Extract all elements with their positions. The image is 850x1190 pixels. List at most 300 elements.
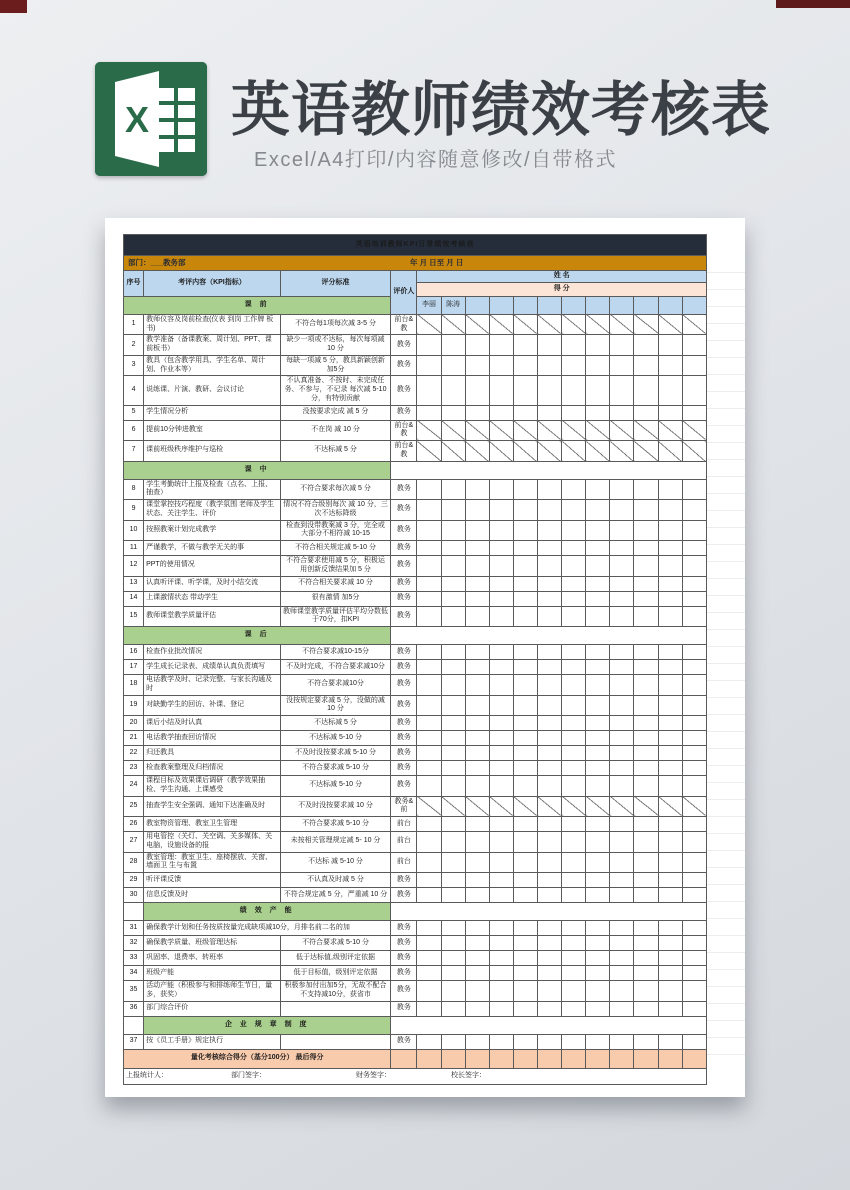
score-cell[interactable]: [634, 645, 658, 660]
score-cell[interactable]: [441, 660, 465, 675]
score-cell[interactable]: [562, 660, 586, 675]
score-cell[interactable]: [465, 966, 489, 981]
score-cell[interactable]: [610, 606, 634, 627]
score-cell[interactable]: [634, 479, 658, 500]
score-cell[interactable]: [489, 817, 513, 832]
score-cell[interactable]: [610, 376, 634, 405]
score-cell[interactable]: [441, 966, 465, 981]
score-cell[interactable]: [441, 556, 465, 577]
score-cell[interactable]: [682, 420, 706, 441]
score-cell[interactable]: [634, 556, 658, 577]
score-cell[interactable]: [441, 1001, 465, 1016]
score-cell[interactable]: [537, 1034, 561, 1049]
score-cell[interactable]: [441, 645, 465, 660]
score-cell[interactable]: [562, 376, 586, 405]
score-cell[interactable]: [537, 660, 561, 675]
score-cell[interactable]: [610, 796, 634, 817]
score-cell[interactable]: [634, 873, 658, 888]
score-cell[interactable]: [610, 951, 634, 966]
score-cell[interactable]: [610, 335, 634, 356]
score-cell[interactable]: [441, 951, 465, 966]
score-cell[interactable]: [682, 716, 706, 731]
score-cell[interactable]: [562, 420, 586, 441]
score-cell[interactable]: [658, 520, 682, 541]
score-cell[interactable]: [513, 520, 537, 541]
score-cell[interactable]: [634, 405, 658, 420]
score-cell[interactable]: [634, 441, 658, 462]
summary-score-cell[interactable]: [441, 1049, 465, 1068]
score-cell[interactable]: [537, 314, 561, 335]
score-cell[interactable]: [682, 355, 706, 376]
score-cell[interactable]: [682, 951, 706, 966]
score-cell[interactable]: [417, 981, 441, 1002]
score-cell[interactable]: [586, 556, 610, 577]
score-cell[interactable]: [513, 966, 537, 981]
score-cell[interactable]: [489, 405, 513, 420]
score-cell[interactable]: [658, 314, 682, 335]
teacher-name-cell[interactable]: [682, 296, 706, 314]
score-cell[interactable]: [489, 314, 513, 335]
score-cell[interactable]: [610, 921, 634, 936]
score-cell[interactable]: [513, 981, 537, 1002]
score-cell[interactable]: [682, 796, 706, 817]
score-cell[interactable]: [610, 355, 634, 376]
score-cell[interactable]: [489, 796, 513, 817]
score-cell[interactable]: [441, 376, 465, 405]
score-cell[interactable]: [465, 1001, 489, 1016]
score-cell[interactable]: [465, 746, 489, 761]
score-cell[interactable]: [682, 695, 706, 716]
score-cell[interactable]: [682, 591, 706, 606]
score-cell[interactable]: [634, 520, 658, 541]
score-cell[interactable]: [658, 441, 682, 462]
score-cell[interactable]: [658, 576, 682, 591]
score-cell[interactable]: [562, 576, 586, 591]
score-cell[interactable]: [417, 500, 441, 521]
score-cell[interactable]: [682, 376, 706, 405]
summary-score-cell[interactable]: [465, 1049, 489, 1068]
score-cell[interactable]: [634, 355, 658, 376]
score-cell[interactable]: [562, 695, 586, 716]
score-cell[interactable]: [562, 479, 586, 500]
summary-score-cell[interactable]: [658, 1049, 682, 1068]
score-cell[interactable]: [513, 479, 537, 500]
score-cell[interactable]: [682, 556, 706, 577]
score-cell[interactable]: [417, 966, 441, 981]
score-cell[interactable]: [489, 761, 513, 776]
score-cell[interactable]: [586, 520, 610, 541]
score-cell[interactable]: [537, 606, 561, 627]
score-cell[interactable]: [682, 761, 706, 776]
score-cell[interactable]: [465, 817, 489, 832]
score-cell[interactable]: [513, 776, 537, 797]
score-cell[interactable]: [586, 776, 610, 797]
score-cell[interactable]: [658, 355, 682, 376]
teacher-name-cell[interactable]: [537, 296, 561, 314]
score-cell[interactable]: [513, 1034, 537, 1049]
score-cell[interactable]: [610, 731, 634, 746]
score-cell[interactable]: [658, 591, 682, 606]
score-cell[interactable]: [417, 695, 441, 716]
score-cell[interactable]: [586, 852, 610, 873]
score-cell[interactable]: [562, 852, 586, 873]
score-cell[interactable]: [513, 541, 537, 556]
score-cell[interactable]: [634, 936, 658, 951]
score-cell[interactable]: [417, 873, 441, 888]
score-cell[interactable]: [586, 716, 610, 731]
score-cell[interactable]: [586, 966, 610, 981]
score-cell[interactable]: [610, 645, 634, 660]
score-cell[interactable]: [562, 796, 586, 817]
score-cell[interactable]: [465, 888, 489, 903]
score-cell[interactable]: [417, 576, 441, 591]
score-cell[interactable]: [513, 355, 537, 376]
score-cell[interactable]: [513, 695, 537, 716]
score-cell[interactable]: [537, 746, 561, 761]
score-cell[interactable]: [586, 420, 610, 441]
score-cell[interactable]: [489, 888, 513, 903]
score-cell[interactable]: [465, 441, 489, 462]
score-cell[interactable]: [513, 441, 537, 462]
score-cell[interactable]: [586, 951, 610, 966]
score-cell[interactable]: [465, 921, 489, 936]
score-cell[interactable]: [658, 335, 682, 356]
score-cell[interactable]: [586, 1034, 610, 1049]
score-cell[interactable]: [537, 335, 561, 356]
score-cell[interactable]: [658, 832, 682, 853]
score-cell[interactable]: [465, 606, 489, 627]
score-cell[interactable]: [537, 541, 561, 556]
teacher-name-cell[interactable]: [489, 296, 513, 314]
score-cell[interactable]: [417, 335, 441, 356]
score-cell[interactable]: [489, 420, 513, 441]
score-cell[interactable]: [537, 479, 561, 500]
score-cell[interactable]: [634, 852, 658, 873]
summary-score-cell[interactable]: [586, 1049, 610, 1068]
summary-score-cell[interactable]: [537, 1049, 561, 1068]
score-cell[interactable]: [537, 556, 561, 577]
score-cell[interactable]: [586, 873, 610, 888]
score-cell[interactable]: [513, 376, 537, 405]
score-cell[interactable]: [634, 335, 658, 356]
score-cell[interactable]: [489, 660, 513, 675]
score-cell[interactable]: [562, 761, 586, 776]
summary-score-cell[interactable]: [682, 1049, 706, 1068]
score-cell[interactable]: [634, 500, 658, 521]
score-cell[interactable]: [537, 576, 561, 591]
score-cell[interactable]: [562, 873, 586, 888]
score-cell[interactable]: [562, 675, 586, 696]
score-cell[interactable]: [682, 817, 706, 832]
score-cell[interactable]: [417, 832, 441, 853]
score-cell[interactable]: [465, 405, 489, 420]
score-cell[interactable]: [513, 951, 537, 966]
score-cell[interactable]: [634, 776, 658, 797]
score-cell[interactable]: [537, 441, 561, 462]
score-cell[interactable]: [586, 314, 610, 335]
score-cell[interactable]: [441, 355, 465, 376]
score-cell[interactable]: [586, 832, 610, 853]
score-cell[interactable]: [586, 746, 610, 761]
score-cell[interactable]: [586, 645, 610, 660]
score-cell[interactable]: [441, 420, 465, 441]
score-cell[interactable]: [634, 951, 658, 966]
score-cell[interactable]: [586, 335, 610, 356]
score-cell[interactable]: [586, 606, 610, 627]
score-cell[interactable]: [417, 716, 441, 731]
score-cell[interactable]: [682, 832, 706, 853]
teacher-name-cell[interactable]: 李丽: [417, 296, 441, 314]
score-cell[interactable]: [489, 520, 513, 541]
score-cell[interactable]: [513, 675, 537, 696]
score-cell[interactable]: [658, 1001, 682, 1016]
score-cell[interactable]: [489, 832, 513, 853]
score-cell[interactable]: [586, 355, 610, 376]
score-cell[interactable]: [513, 335, 537, 356]
score-cell[interactable]: [682, 966, 706, 981]
score-cell[interactable]: [489, 335, 513, 356]
score-cell[interactable]: [586, 675, 610, 696]
score-cell[interactable]: [610, 541, 634, 556]
score-cell[interactable]: [562, 716, 586, 731]
score-cell[interactable]: [417, 675, 441, 696]
score-cell[interactable]: [441, 981, 465, 1002]
score-cell[interactable]: [513, 852, 537, 873]
signature-label[interactable]: 上报统计人：: [126, 1071, 168, 1079]
score-cell[interactable]: [562, 746, 586, 761]
score-cell[interactable]: [682, 746, 706, 761]
summary-score-cell[interactable]: [417, 1049, 441, 1068]
score-cell[interactable]: [513, 817, 537, 832]
teacher-name-cell[interactable]: [658, 296, 682, 314]
teacher-name-cell[interactable]: 陈涛: [441, 296, 465, 314]
score-cell[interactable]: [465, 660, 489, 675]
score-cell[interactable]: [465, 1034, 489, 1049]
score-cell[interactable]: [441, 796, 465, 817]
score-cell[interactable]: [610, 817, 634, 832]
score-cell[interactable]: [441, 606, 465, 627]
score-cell[interactable]: [441, 761, 465, 776]
score-cell[interactable]: [513, 591, 537, 606]
score-cell[interactable]: [513, 645, 537, 660]
score-cell[interactable]: [634, 966, 658, 981]
score-cell[interactable]: [489, 541, 513, 556]
score-cell[interactable]: [441, 852, 465, 873]
score-cell[interactable]: [417, 796, 441, 817]
score-cell[interactable]: [610, 441, 634, 462]
score-cell[interactable]: [441, 520, 465, 541]
score-cell[interactable]: [441, 576, 465, 591]
score-cell[interactable]: [417, 776, 441, 797]
score-cell[interactable]: [417, 921, 441, 936]
score-cell[interactable]: [537, 520, 561, 541]
score-cell[interactable]: [465, 591, 489, 606]
score-cell[interactable]: [634, 420, 658, 441]
score-cell[interactable]: [658, 675, 682, 696]
score-cell[interactable]: [441, 675, 465, 696]
score-cell[interactable]: [441, 335, 465, 356]
summary-score-cell[interactable]: [610, 1049, 634, 1068]
score-cell[interactable]: [441, 888, 465, 903]
score-cell[interactable]: [658, 873, 682, 888]
score-cell[interactable]: [465, 776, 489, 797]
teacher-name-cell[interactable]: [513, 296, 537, 314]
score-cell[interactable]: [465, 420, 489, 441]
score-cell[interactable]: [441, 817, 465, 832]
score-cell[interactable]: [489, 921, 513, 936]
score-cell[interactable]: [682, 921, 706, 936]
score-cell[interactable]: [682, 1001, 706, 1016]
score-cell[interactable]: [513, 500, 537, 521]
score-cell[interactable]: [465, 479, 489, 500]
score-cell[interactable]: [489, 731, 513, 746]
score-cell[interactable]: [417, 852, 441, 873]
score-cell[interactable]: [658, 746, 682, 761]
score-cell[interactable]: [417, 314, 441, 335]
score-cell[interactable]: [682, 660, 706, 675]
score-cell[interactable]: [610, 1001, 634, 1016]
score-cell[interactable]: [682, 405, 706, 420]
score-cell[interactable]: [658, 541, 682, 556]
summary-score-cell[interactable]: [562, 1049, 586, 1068]
score-cell[interactable]: [586, 541, 610, 556]
score-cell[interactable]: [537, 921, 561, 936]
score-cell[interactable]: [537, 951, 561, 966]
score-cell[interactable]: [513, 936, 537, 951]
score-cell[interactable]: [465, 645, 489, 660]
score-cell[interactable]: [634, 314, 658, 335]
score-cell[interactable]: [465, 981, 489, 1002]
score-cell[interactable]: [586, 405, 610, 420]
score-cell[interactable]: [610, 888, 634, 903]
score-cell[interactable]: [658, 695, 682, 716]
score-cell[interactable]: [537, 832, 561, 853]
score-cell[interactable]: [658, 981, 682, 1002]
score-cell[interactable]: [489, 981, 513, 1002]
score-cell[interactable]: [513, 606, 537, 627]
score-cell[interactable]: [682, 576, 706, 591]
score-cell[interactable]: [586, 1001, 610, 1016]
score-cell[interactable]: [658, 761, 682, 776]
score-cell[interactable]: [513, 921, 537, 936]
score-cell[interactable]: [562, 951, 586, 966]
score-cell[interactable]: [586, 731, 610, 746]
score-cell[interactable]: [489, 479, 513, 500]
score-cell[interactable]: [537, 776, 561, 797]
score-cell[interactable]: [537, 817, 561, 832]
score-cell[interactable]: [562, 966, 586, 981]
score-cell[interactable]: [513, 746, 537, 761]
score-cell[interactable]: [586, 479, 610, 500]
score-cell[interactable]: [465, 796, 489, 817]
score-cell[interactable]: [465, 576, 489, 591]
score-cell[interactable]: [537, 355, 561, 376]
score-cell[interactable]: [537, 796, 561, 817]
score-cell[interactable]: [417, 731, 441, 746]
score-cell[interactable]: [682, 441, 706, 462]
score-cell[interactable]: [682, 852, 706, 873]
score-cell[interactable]: [513, 420, 537, 441]
score-cell[interactable]: [465, 556, 489, 577]
score-cell[interactable]: [537, 888, 561, 903]
score-cell[interactable]: [489, 1001, 513, 1016]
score-cell[interactable]: [441, 936, 465, 951]
score-cell[interactable]: [465, 951, 489, 966]
score-cell[interactable]: [586, 981, 610, 1002]
score-cell[interactable]: [682, 479, 706, 500]
score-cell[interactable]: [658, 731, 682, 746]
score-cell[interactable]: [610, 405, 634, 420]
score-cell[interactable]: [465, 675, 489, 696]
score-cell[interactable]: [489, 873, 513, 888]
score-cell[interactable]: [634, 716, 658, 731]
score-cell[interactable]: [610, 966, 634, 981]
score-cell[interactable]: [513, 716, 537, 731]
score-cell[interactable]: [489, 556, 513, 577]
score-cell[interactable]: [465, 314, 489, 335]
score-cell[interactable]: [658, 776, 682, 797]
score-cell[interactable]: [658, 951, 682, 966]
score-cell[interactable]: [441, 731, 465, 746]
score-cell[interactable]: [441, 746, 465, 761]
score-cell[interactable]: [513, 873, 537, 888]
score-cell[interactable]: [441, 873, 465, 888]
score-cell[interactable]: [562, 981, 586, 1002]
score-cell[interactable]: [586, 660, 610, 675]
score-cell[interactable]: [610, 746, 634, 761]
score-cell[interactable]: [537, 936, 561, 951]
score-cell[interactable]: [465, 695, 489, 716]
score-cell[interactable]: [634, 1034, 658, 1049]
score-cell[interactable]: [658, 936, 682, 951]
score-cell[interactable]: [658, 556, 682, 577]
score-cell[interactable]: [489, 936, 513, 951]
score-cell[interactable]: [586, 576, 610, 591]
score-cell[interactable]: [537, 405, 561, 420]
signature-label[interactable]: 部门签字：: [231, 1071, 266, 1079]
score-cell[interactable]: [562, 832, 586, 853]
score-cell[interactable]: [682, 776, 706, 797]
score-cell[interactable]: [562, 936, 586, 951]
score-cell[interactable]: [441, 500, 465, 521]
score-cell[interactable]: [610, 776, 634, 797]
score-cell[interactable]: [417, 660, 441, 675]
score-cell[interactable]: [489, 355, 513, 376]
score-cell[interactable]: [682, 888, 706, 903]
score-cell[interactable]: [610, 520, 634, 541]
score-cell[interactable]: [417, 556, 441, 577]
score-cell[interactable]: [562, 335, 586, 356]
score-cell[interactable]: [417, 441, 441, 462]
score-cell[interactable]: [417, 645, 441, 660]
score-cell[interactable]: [586, 921, 610, 936]
score-cell[interactable]: [465, 936, 489, 951]
score-cell[interactable]: [489, 1034, 513, 1049]
score-cell[interactable]: [634, 817, 658, 832]
score-cell[interactable]: [658, 606, 682, 627]
score-cell[interactable]: [417, 1034, 441, 1049]
score-cell[interactable]: [489, 852, 513, 873]
score-cell[interactable]: [610, 716, 634, 731]
score-cell[interactable]: [634, 376, 658, 405]
score-cell[interactable]: [634, 981, 658, 1002]
score-cell[interactable]: [658, 852, 682, 873]
score-cell[interactable]: [465, 832, 489, 853]
score-cell[interactable]: [513, 731, 537, 746]
score-cell[interactable]: [489, 746, 513, 761]
score-cell[interactable]: [610, 873, 634, 888]
score-cell[interactable]: [610, 852, 634, 873]
